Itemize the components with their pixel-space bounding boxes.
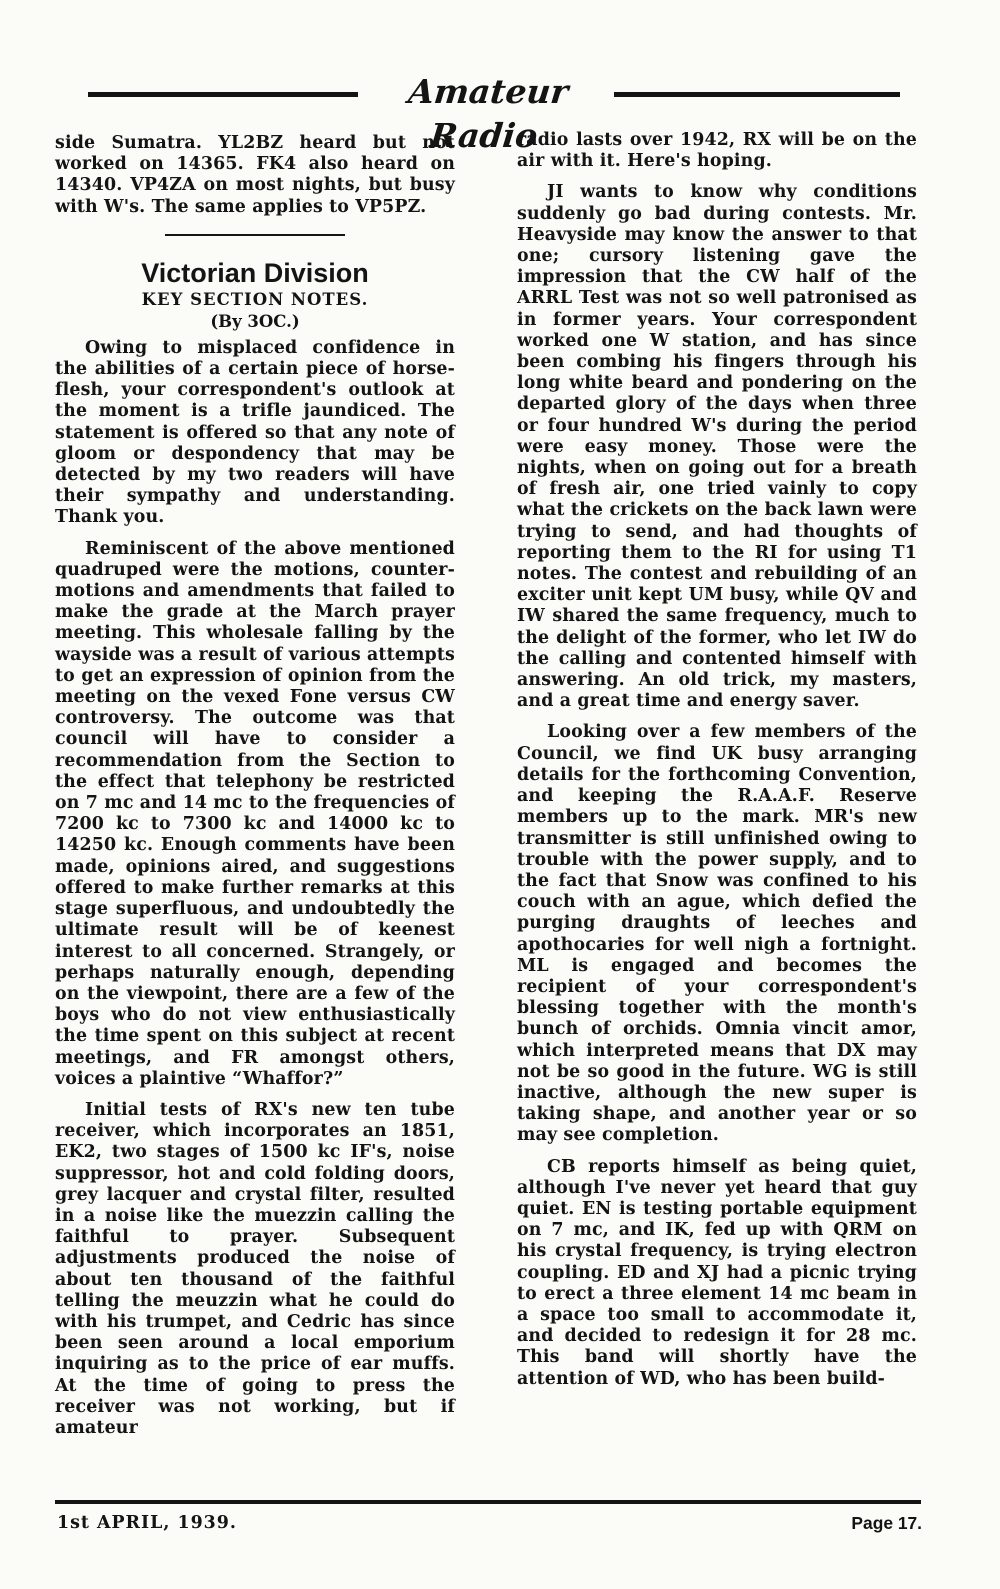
section-title: Victorian Division [141, 257, 369, 288]
masthead-rule-right [614, 92, 900, 97]
issue-date: 1st APRIL, 1939. [57, 1513, 237, 1533]
page-number: Page 17. [851, 1513, 922, 1533]
article-paragraph: Initial tests of RX's new ten tube receiver, which incorporates an 1851, EK2, two stages of 1500 kc IF's, noise suppressor, hot and cold folding doors, grey lacquer and crystal filter, resulted in a noise like the muezzin calling the faithful to prayer. Subsequent adjustments produced the noise of about ten thousand of the faithful telling the meuzzin what he could do with his trumpet, and Cedric has since been seen around a local emporium inquiring as to the price of ear muffs. At the time of going to press the receiver was not working, but if amateur [55, 1099, 455, 1438]
footer-rule [55, 1500, 921, 1504]
left-column [55, 133, 455, 1449]
section-subtitle: KEY SECTION NOTES. [141, 289, 369, 309]
article-paragraph: CB reports himself as being quiet, although I've never yet heard that guy quiet. EN is testing portable equipment on 7 mc, and IK, fed up with QRM on his crystal frequency, is trying electron coupling. ED and XJ had a picnic trying to erect a three element 14 mc beam in a space too small to accommodate it, and decided to redesign it for 28 mc. This band will shortly have the attention of WD, who has been build- [517, 1156, 917, 1389]
right-column [517, 130, 917, 1400]
article-paragraph: Reminiscent of the above mentioned quadruped were the motions, counter-motions and amendments that failed to make the grade at the March prayer meeting. This wholesale falling by the wayside was a result of various attempts to get an expression of opinion from the meeting on the vexed Fone versus CW controversy. The outcome was that council will have to consider a recommendation from the Section to the effect that telephony be restricted on 7 mc and 14 mc to the frequencies of 7200 kc to 7300 kc and 14000 kc to 14250 kc. Enough comments have been made, opinions aired, and suggestions offered to make further remarks at this stage superfluous, and undoubtedly the ultimate result will be of keenest interest to all concerned. Strangely, or perhaps naturally enough, depending on the viewpoint, there are a few of the boys who do not view enthusiastically the time spent on this subject at recent meetings, and FR amongst others, voices a plaintive “Whaffor?” [55, 538, 455, 1089]
article-paragraph: JI wants to know why conditions suddenly go bad during contests. Mr. Heavyside may know the answer to that one; cursory listening gave the impression that the CW half of the ARRL Test was not so well patronised as in former years. Your correspondent worked one W station, and has since been combing his fingers through his long white beard and pondering on the departed glory of the days when three or four hundred W's during the period were easy money. Those were the nights, when on going out for a breath of fresh air, one tried vainly to copy what the crickets on the back lawn were trying to send, and had thoughts of reporting them to the RI for using T1 notes. The contest and rebuilding of an exciter unit kept UM busy, while QV and IW shared the same frequency, much to the delight of the former, who let IW do the calling and contented himself with answering. An old trick, my masters, and a great time and energy saver. [517, 182, 917, 712]
section-byline: (By 3OC.) [210, 311, 300, 331]
article-paragraph: radio lasts over 1942, RX will be on the air with it. Here's hoping. [517, 130, 917, 172]
section-divider [165, 234, 345, 236]
masthead-title: Amateur Radio [406, 72, 571, 155]
masthead-rule-left [88, 92, 358, 97]
continued-paragraph: side Sumatra. YL2BZ heard but not worked on 14365. FK4 also heard on 14340. VP4ZA on most nights, but busy with W's. The same applies to VP5PZ. [55, 133, 455, 217]
article-paragraph: Looking over a few members of the Council, we find UK busy arranging details for the forthcoming Convention, and keeping the R.A.A.F. Reserve members up to the mark. MR's new transmitter is still unfinished owing to trouble with the power supply, and to the fact that Snow was confined to his couch with an ague, which defied the purging draughts of leeches and apothocaries for well nigh a fortnight. ML is engaged and becomes the recipient of your correspondent's blessing together with the month's bunch of orchids. Omnia vincit amor, which interpreted means that DX may not be so good in the future. WG is still inactive, although the new super is taking shape, and another year or so may see completion. [517, 722, 917, 1146]
article-paragraph: Owing to misplaced confidence in the abilities of a certain piece of horse-flesh, your correspondent's outlook at the moment is a trifle jaundiced. The statement is offered so that any note of gloom or despondency that may be detected by my two readers will have their sympathy and understanding. Thank you. [55, 337, 455, 528]
